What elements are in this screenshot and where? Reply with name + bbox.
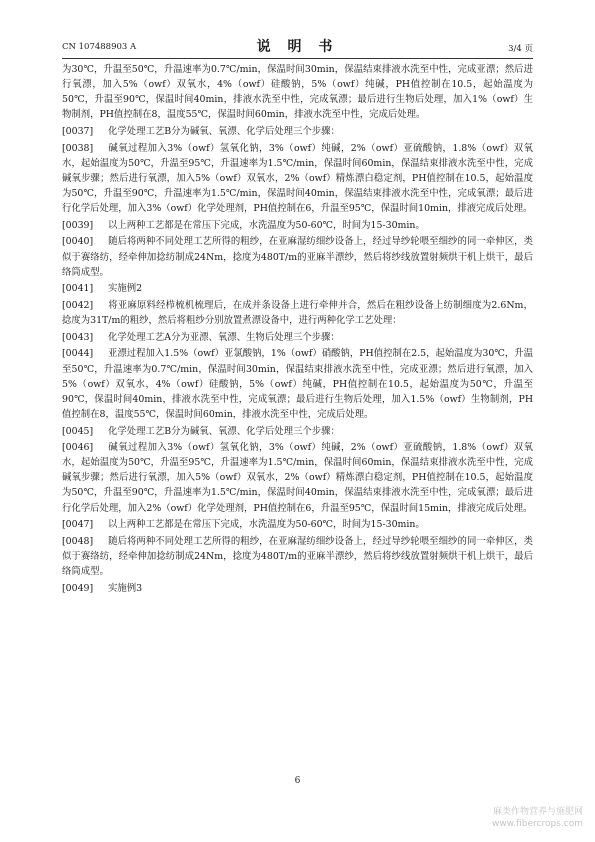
header-rule (62, 58, 533, 59)
paragraph (62, 346, 533, 421)
paragraph-number: [0046] (62, 442, 94, 454)
continued-paragraph: 为30℃，升温至50℃，升温速率为0.7℃/min，保温时间30min，保温结束排液水洗至中性，完成亚漂；然后进行氧漂，加入5%（owf）双氧水，4%（owf）硅酸钠，5%（owf）纯碱，PH值控制在10.5，起始温度为50℃，升温至90℃，保温时间40min，排液水洗至中性，完成氧漂；最后进行生物后处理，加入1%（owf）生物制剂，PH值控制在8，温度55℃，保温时间60min，排液水洗至中性，完成后处理。 (62, 64, 533, 121)
paragraph (62, 124, 533, 139)
paragraph-text: 实施例2 (108, 283, 143, 295)
paragraph (62, 281, 533, 296)
paragraph-text: 碱氧过程加入3%（owf）氢氧化钠，3%（owf）纯碱，2%（owf）亚硫酸钠，1.8%（owf）双氧水，起始温度为50℃，升温至95℃，升温速率为1.5℃/min，保温时间60min，保温结束排液水洗至中性，完成碱氧步骤；然后进行氧漂，加入5%（owf）双氧水，2%（owf）精炼漂白稳定剂，PH值控制在10.5，起始温度为50℃，升温至90℃，升温速率为1.5℃/min，保温时间40min，保温结束排液水洗至中性，完成氧漂；最后进行化学后处理，加入3%（owf）化学处理剂，PH值控制在6，升温至95℃，保温时间10min，排液完成后处理。 (62, 142, 533, 215)
paragraph (62, 218, 533, 233)
paragraph (62, 581, 533, 596)
paragraph (62, 424, 533, 439)
paragraph-number: [0038] (62, 142, 94, 154)
paragraph (62, 517, 533, 532)
paragraph-text: 实施例3 (108, 582, 143, 594)
paragraph-number: [0041] (62, 283, 94, 295)
paragraph-text: 随后将两种不同处理工艺所得的粗纱，在亚麻湿纺细纱设备上，经过导纱轮喂至细纱的同一牵伸区，类似于赛络纺，经牵伸加捻纺制成24Nm，捻度为480T/m的亚麻半漂纱，然后将纱线放置射频烘干机上烘干，最后络筒成型。 (62, 236, 533, 278)
paragraph-number: [0039] (62, 219, 94, 231)
paragraph (62, 534, 533, 579)
paragraph-text: 化学处理工艺B分为碱氧、氧漂、化学后处理三个步骤： (108, 425, 340, 437)
paragraph (62, 141, 533, 216)
patent-number: CN 107488903 A (62, 42, 137, 52)
site-watermark (492, 806, 583, 830)
paragraph-number: [0040] (62, 236, 94, 248)
paragraph (62, 234, 533, 279)
page-reference: 3/4 页 (508, 44, 533, 54)
paragraph-number: [0049] (62, 582, 94, 594)
paragraph-text: 化学处理工艺A分为亚漂、氧漂、生物后处理三个步骤： (108, 331, 340, 343)
paragraph-text: 亚漂过程加入1.5%（owf）亚氯酸钠，1%（owf）硝酸钠，PH值控制在2.5，起始温度为30℃，升温至50℃，升温速率为0.7℃/min，保温时间30min，保温结束排液水洗至中性，完成亚漂；然后进行氧漂，加入5%（owf）双氧水，4%（owf）硅酸钠，5%（owf）纯碱，PH值控制在10.5，起始温度为50℃，升温至90℃，保温时间40min，排液水洗至中性，完成氧漂；最后进行生物后处理，加入1.5%（owf）生物制剂，PH值控制在8，温度55℃，保温时间60min，排液水洗至中性，完成后处理。 (62, 348, 533, 420)
paragraph-list (62, 124, 533, 596)
paragraph-number: [0042] (62, 299, 94, 311)
watermark-site-name: 麻类作物营养与施肥网 (492, 807, 583, 817)
paragraph (62, 298, 533, 328)
page-number: 6 (294, 776, 301, 786)
paragraph-text: 以上两种工艺都是在常压下完成，水洗温度为50-60℃，时间为15-30min。 (108, 519, 425, 531)
document-body (62, 62, 533, 598)
paragraph (62, 440, 533, 515)
paragraph (62, 330, 533, 345)
paragraph-number: [0037] (62, 125, 94, 137)
paragraph-number: [0045] (62, 425, 94, 437)
watermark-url: www.fibercrops.com (492, 819, 583, 829)
paragraph-number: [0048] (62, 535, 94, 547)
page-title: 说 明 书 (256, 39, 339, 55)
paragraph-text: 碱氧过程加入3%（owf）氢氧化钠，3%（owf）纯碱，2%（owf）亚硫酸钠，1.8%（owf）双氧水，起始温度为50℃，升温至95℃，升温速率为1.5℃/min，保温时间60min，保温结束排液水洗至中性，完成碱氧步骤；然后进行氧漂，加入5%（owf）双氧水，2%（owf）精炼漂白稳定剂，PH值控制在10.5，起始温度为50℃，升温至90℃，升温速率为1.5℃/min，保温时间40min，保温结束排液水洗至中性，完成氧漂；最后进行化学后处理，加入2%（owf）化学处理剂，PH值控制在6，升温至95℃，保温时间15min，排液完成后处理。 (62, 442, 533, 514)
paragraph-text: 将亚麻原料经栉梳机梳理后，在成并条设备上进行牵伸并合，然后在粗纱设备上纺制细度为2.6Nm，捻度为31T/m的粗纱，然后将粗纱分别放置煮漂设备中，进行两种化学工艺处理： (62, 299, 533, 327)
page-header (62, 36, 533, 56)
paragraph-number: [0044] (62, 348, 94, 360)
paragraph-text: 化学处理工艺B分为碱氧、氧漂、化学后处理三个步骤： (108, 125, 340, 137)
paragraph-number: [0047] (62, 519, 94, 531)
paragraph-text: 以上两种工艺都是在常压下完成，水洗温度为50-60℃，时间为15-30min。 (108, 219, 425, 231)
paragraph-number: [0043] (62, 331, 94, 343)
paragraph-text: 随后将两种不同处理工艺所得的粗纱，在亚麻湿纺细纱设备上，经过导纱轮喂至细纱的同一牵伸区，类似于赛络纺，经牵伸加捻纺制成24Nm，捻度为480T/m的亚麻半漂纱，然后将纱线放置射频烘干机上烘干，最后络筒成型。 (62, 535, 533, 578)
